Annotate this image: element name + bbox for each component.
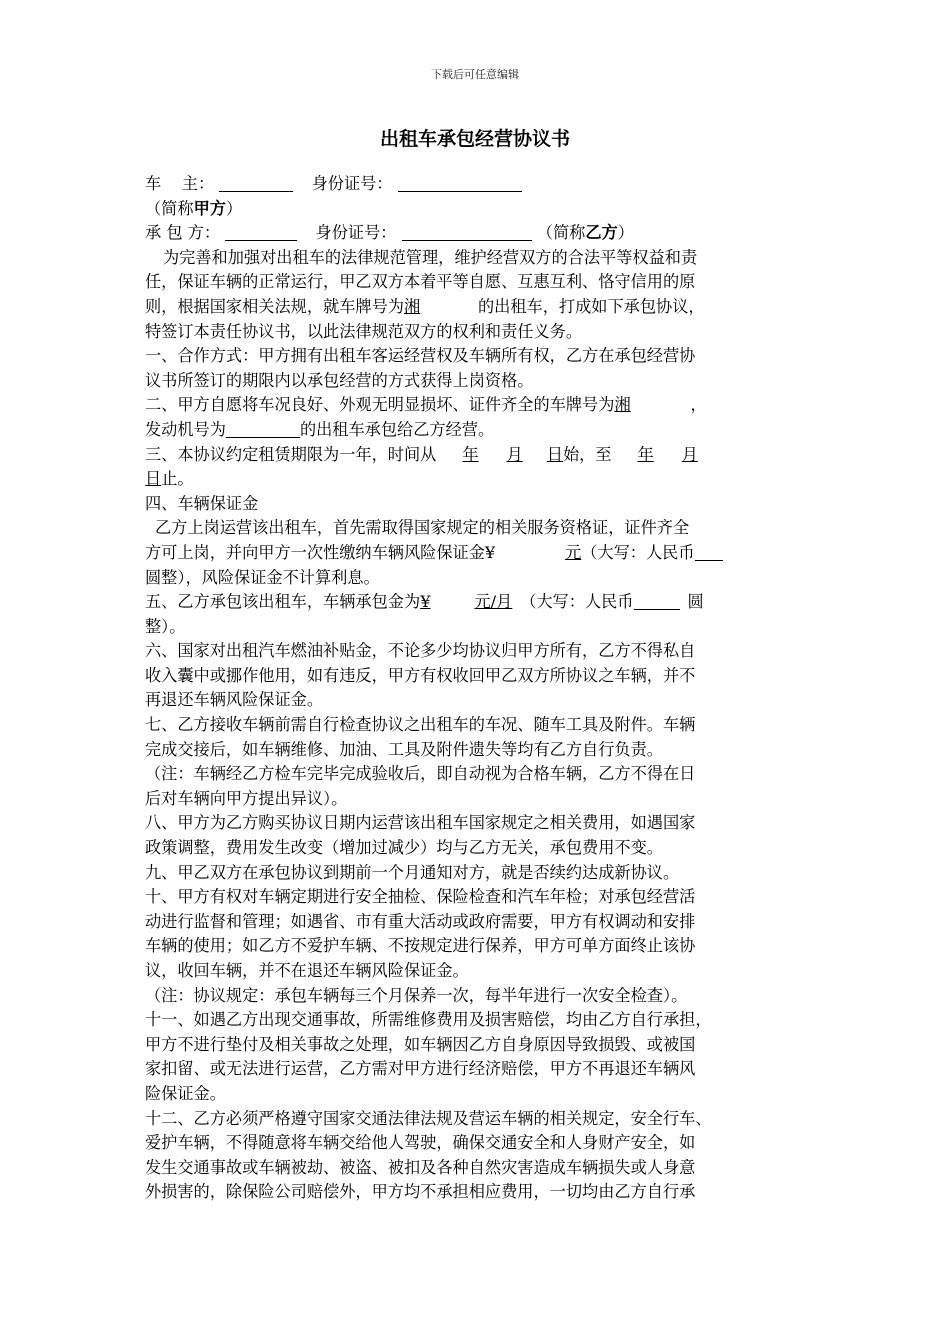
clause-1-line-2: 议书所签订的期限内以承包经营的方式获得上岗资格。 [145, 370, 534, 390]
intro-plate-suffix: 的出租车，打成如下承包协议， [478, 296, 705, 316]
contractor-abbr-close: ） [617, 223, 634, 243]
clause-2-line-1 [145, 393, 807, 418]
rent-unit: 元/月 [474, 592, 513, 612]
clause-3-text: 三、本协议约定租赁期限为一年，时间从 [145, 444, 437, 464]
contractor-label: 承 包 方： [145, 223, 221, 243]
owner-name-blank [219, 175, 293, 192]
owner-id-blank [398, 175, 522, 192]
clause-12-line-3: 发生交通事故或车辆被劫、被盗、被扣及各种自然灾害造成车辆损失或人身意 [145, 1157, 696, 1177]
clause-4-title: 四、车辆保证金 [145, 493, 259, 513]
intro-line-2: 任，保证车辆的正常运行，甲乙双方本着平等自愿、互惠互利、恪守信用的原 [145, 272, 696, 292]
intro-line-4: 特签订本责任协议书，以此法律规范双方的权利和责任义务。 [145, 321, 583, 341]
intro-plate-label: 则，根据国家相关法规，就车牌号为 [145, 296, 404, 316]
owner-abbr-open: （简称 [145, 198, 194, 218]
owner-abbr-name: 甲方 [193, 198, 226, 218]
intro-line-3 [145, 295, 807, 320]
contractor-abbr-open: （简称 [536, 223, 586, 243]
clause-7-line-3: （注：车辆经乙方检车完毕完成验收后，即自动视为合格车辆，乙方不得在日 [145, 764, 696, 784]
clause-3-line-2 [145, 467, 807, 492]
intro-plate-blank [404, 295, 478, 320]
clause-10-line-3: 车辆的使用；如乙方不爱护车辆、不按规定进行保养，甲方可单方面终止该协 [145, 936, 696, 956]
clause-8-line-1: 八、甲方为乙方购买协议日期内运营该出租车国家规定之相关费用，如遇国家 [145, 813, 696, 833]
clause-10-line-2: 动进行监督和管理；如遇省、市有重大活动或政府需要，甲方有权调动和安排 [145, 911, 696, 931]
engine-no-blank [226, 421, 300, 438]
clause-2-plate-blank [614, 393, 690, 418]
clause-11-line-2: 甲方不进行垫付及相关事故之处理，如车辆因乙方自身原因导致损毁、或被国 [145, 1034, 696, 1054]
start-month-label: 月 [506, 444, 523, 464]
end-date-blank [612, 445, 720, 464]
contractor-id-blank [402, 224, 532, 241]
clause-7-line-2: 完成交接后，如车辆维修、加油、工具及附件遗失等均有乙方自行负责。 [145, 739, 663, 759]
clause-6-line-3: 再退还车辆风险保证金。 [145, 690, 324, 710]
clause-3-to: 始，至 [562, 444, 612, 464]
engine-no-label: 发动机号为 [145, 419, 226, 439]
end-day-label: 日 [145, 469, 162, 489]
owner-id-label: 身份证号： [311, 174, 393, 193]
clause-4-line-1: 乙方上岗运营该出租车，首先需取得国家规定的相关服务资格证，证件齐全 [155, 518, 690, 538]
clause-10-line-4: 议，收回车辆，并不在退还车辆风险保证金。 [145, 961, 469, 980]
start-year-label: 年 [462, 444, 479, 464]
clause-2-text-2: 的出租车承包给乙方经营。 [299, 419, 495, 439]
deposit-unit: 元 [565, 542, 582, 562]
end-year-label: 年 [637, 444, 654, 464]
clause-10-line-1: 十、甲方有权对车辆定期进行安全抽检、保险检查和汽车年检；对承包经营活 [145, 887, 696, 907]
deposit-label: 方可上岗，并向甲方一次性缴纳车辆风险保证金¥ [145, 542, 496, 562]
rent-label: 五、乙方承包该出租车，车辆承包金为 [145, 592, 421, 612]
clause-1-line-1: 一、合作方式：甲方拥有出租车客运经营权及车辆所有权，乙方在承包经营协 [145, 346, 696, 366]
clause-12-line-4: 外损害的，除保险公司赔偿外，甲方均不承担相应费用，一切均由乙方自行承 [145, 1182, 696, 1202]
clause-11-line-3: 家扣留、或无法进行运营，乙方需对甲方进行经济赔偿，甲方不再退还车辆风 [145, 1059, 696, 1079]
clause-5-line-2: 整）。 [145, 616, 186, 636]
clause-12-line-1: 十二、乙方必须严格遵守国家交通法律法规及营运车辆的相关规定，安全行车、 [145, 1108, 712, 1128]
contractor-line [145, 221, 807, 246]
clause-12-line-2: 爱护车辆，不得随意将车辆交给他人驾驶，确保交通安全和人身财产安全，如 [145, 1133, 696, 1153]
clause-6-line-1: 六、国家对出租汽车燃油补贴金，不论多少均协议归甲方所有，乙方不得私自 [145, 641, 696, 661]
clause-3-line-1 [145, 443, 807, 468]
clause-2-comma: ， [690, 395, 707, 415]
clause-7-line-4: 后对车辆向甲方提出异议）。 [145, 788, 348, 808]
start-day-label: 日 [546, 444, 563, 464]
clause-3-end: 止。 [161, 469, 194, 489]
clause-4-line-2 [145, 541, 807, 566]
contract-body [145, 172, 807, 1205]
rent-amount-blank [420, 590, 520, 615]
rent-capital-blank [634, 593, 680, 610]
contractor-id-label: 身份证号： [315, 223, 397, 243]
document-title: 出租车承包经营协议书 [379, 128, 570, 150]
rent-capital-unit: 圆 [687, 592, 704, 612]
owner-line [145, 172, 807, 197]
clause-4-line-3: 圆整），风险保证金不计算利息。 [145, 567, 380, 587]
clause-11-line-1: 十一、如遇乙方出现交通事故，所需维修费用及损害赔偿，均由乙方自行承担， [145, 1010, 712, 1030]
owner-abbr-close: ） [225, 198, 243, 218]
header-note: 下载后可任意编辑 [431, 68, 519, 81]
contractor-abbr-name: 乙方 [585, 223, 618, 243]
clause-9-line-1: 九、甲乙双方在承包协议到期前一个月通知对方，就是否续约达成新协议。 [145, 862, 680, 882]
deposit-amount-blank [495, 541, 581, 566]
rent-capital-label: （大写：人民币 [520, 592, 634, 612]
owner-abbr-line [145, 197, 807, 222]
start-date-blank [436, 445, 563, 464]
clause-2-plate-prefix: 湘 [614, 395, 631, 415]
clause-5-line-1 [145, 590, 807, 615]
clause-11-line-4: 险保证金。 [145, 1083, 226, 1103]
end-month-label: 月 [681, 444, 698, 464]
contractor-name-blank [225, 224, 297, 241]
deposit-capital-blank [695, 544, 723, 561]
intro-plate-prefix: 湘 [404, 296, 421, 316]
rent-currency: ¥ [420, 592, 431, 612]
intro-line-1: 为完善和加强对出租车的法律规范管理，维护经营双方的合法平等权益和责 [163, 247, 698, 267]
deposit-capital-label: （大写：人民币 [581, 542, 695, 562]
clause-10-line-5: （注：协议规定：承包车辆每三个月保养一次，每半年进行一次安全检查）。 [145, 985, 688, 1005]
owner-label: 车 主： [145, 174, 215, 193]
clause-2-line-2 [145, 418, 807, 443]
clause-2-text: 二、甲方自愿将车况良好、外观无明显损坏、证件齐全的车牌号为 [145, 395, 615, 415]
clause-6-line-2: 收入囊中或挪作他用，如有违反，甲方有权收回甲乙双方所协议之车辆，并不 [145, 665, 696, 685]
clause-8-line-2: 政策调整，费用发生改变（增加过减少）均与乙方无关，承包费用不变。 [145, 838, 663, 858]
clause-7-line-1: 七、乙方接收车辆前需自行检查协议之出租车的车况、随车工具及附件。车辆 [145, 715, 696, 735]
